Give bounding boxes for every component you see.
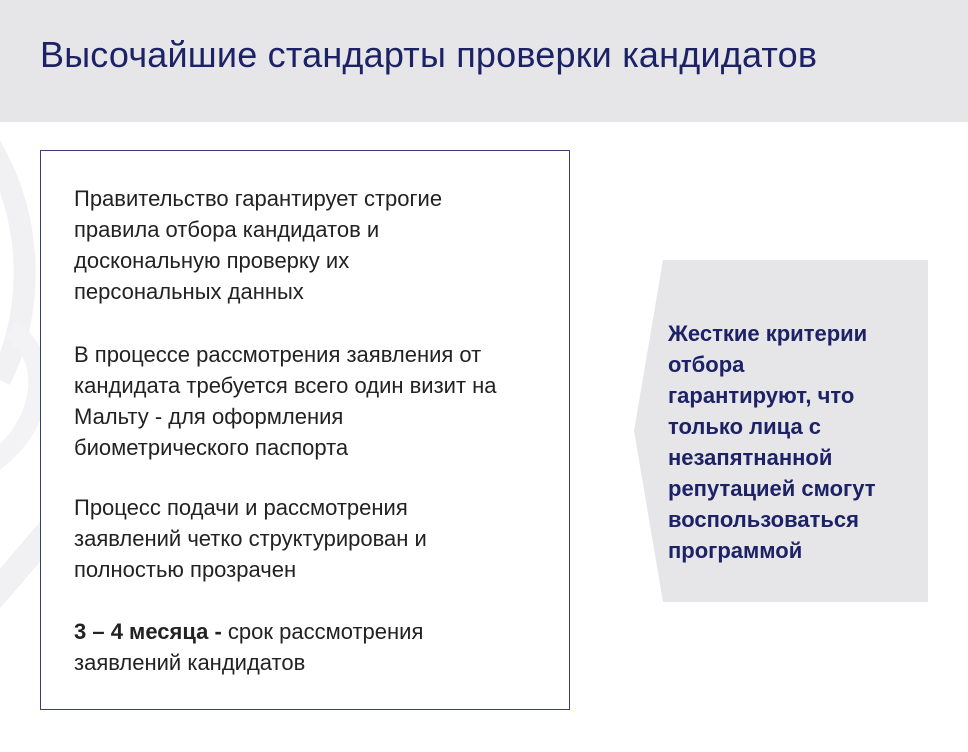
paragraph-single-visit: В процессе рассмотрения заявления от кандидата требуется всего один визит на Мальту - для оформления биометрического паспорта xyxy=(74,342,497,460)
paragraph-government-guarantee: Правительство гарантирует строгие правила отбора кандидатов и доскональную проверку их персональных данных xyxy=(74,186,443,304)
paragraph-review-timing xyxy=(74,616,423,678)
page-title: Высочайшие стандарты проверки кандидатов xyxy=(40,34,818,75)
paragraph-transparent-process: Процесс подачи и рассмотрения заявлений четко структурирован и полностью прозрачен xyxy=(74,495,427,582)
timing-highlight: 3 – 4 месяца - xyxy=(74,619,228,644)
criteria-callout xyxy=(634,260,928,602)
callout-text: Жесткие критерии отбора гарантируют, что только лица с незапятнанной репутацией смогут воспользоваться программой xyxy=(668,321,876,563)
header-bar xyxy=(0,0,968,122)
main-content-box xyxy=(40,150,570,710)
timing-description: срок рассмотрения заявлений кандидатов xyxy=(74,619,424,675)
